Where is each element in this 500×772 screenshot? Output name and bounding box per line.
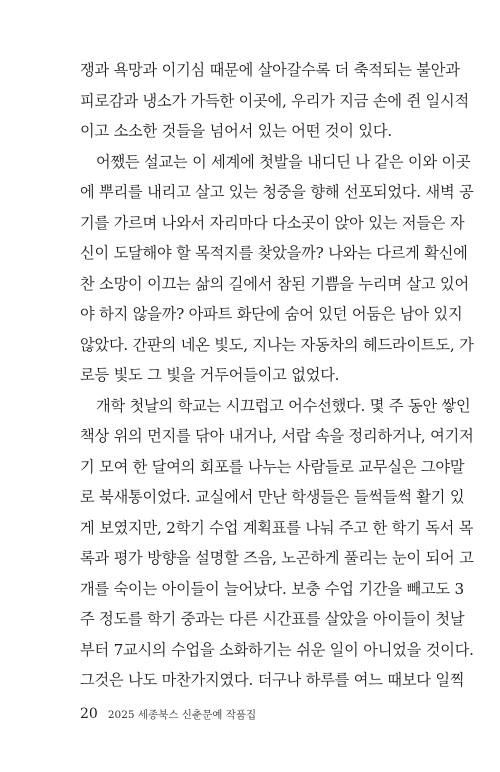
running-title: 2025 세종북스 신춘문예 작품집: [107, 709, 257, 721]
body-text: [80, 55, 474, 696]
text-line: 개학 첫날의 학교는 시끄럽고 어수선했다. 몇 주 동안 쌓인: [96, 396, 471, 415]
text-line: 기 모여 한 달여의 회포를 나누는 사람들로 교무실은 그야말: [80, 457, 465, 476]
text-line: 피로감과 냉소가 가득한 이곳에, 우리가 지금 손에 쥔 일시적: [80, 91, 469, 110]
text-line: 록과 평가 방향을 설명할 즈음, 노곤하게 풀리는 눈이 되어 고: [80, 549, 474, 567]
text-line: 개를 숙이는 아이들이 늘어났다. 보충 수업 기간을 빼고도 3: [80, 579, 464, 598]
text-line: 책상 위의 먼지를 닦아 내거나, 서랍 속을 정리하거나, 여기저: [80, 427, 474, 445]
text-line: 로등 빛도 그 빛을 거두어들이고 없었다.: [80, 366, 340, 384]
text-line: 에 뿌리를 내리고 살고 있는 청중을 향해 선포되었다. 새벽 공: [80, 183, 474, 201]
text-line: 주 정도를 학기 중과는 다른 시간표를 살았을 아이들이 첫날: [80, 610, 465, 628]
page-footer: [80, 706, 256, 726]
text-line: 않았다. 간판의 네온 빛도, 지나는 자동차의 헤드라이트도, 가: [80, 335, 474, 354]
text-line: 쟁과 욕망과 이기심 때문에 살아갈수록 더 축적되는 불안과: [80, 61, 460, 79]
text-line: 그것은 나도 마찬가지였다. 더구나 하루를 여느 때보다 일찍: [80, 671, 465, 689]
text-line: 신이 도달해야 할 목적지를 찾았을까? 나와는 다르게 확신에: [80, 244, 468, 262]
page-number: 20: [80, 706, 98, 722]
text-line: 게 보였지만, 2학기 수업 계획표를 나눠 주고 한 학기 독서 목: [80, 518, 474, 537]
text-line: 어쨌든 설교는 이 세계에 첫발을 내디딘 나 같은 이와 이곳: [96, 152, 471, 171]
text-line: 찬 소망이 이끄는 삶의 길에서 참된 기쁨을 누리며 살고 있어: [80, 274, 469, 293]
paragraph: [80, 391, 474, 696]
paragraph: [80, 147, 474, 391]
text-line: 야 하지 않을까? 아파트 화단에 숨어 있던 어둠은 남아 있지: [80, 305, 463, 323]
text-line: 부터 7교시의 수업을 소화하기는 쉬운 일이 아니었을 것이다.: [80, 640, 474, 659]
text-line: 로 북새통이었다. 교실에서 만난 학생들은 들썩들썩 활기 있: [80, 488, 465, 506]
paragraph: [80, 55, 469, 147]
text-line: 기를 가르며 나와서 자리마다 다소곳이 앉아 있는 저들은 자: [80, 213, 465, 232]
text-line: 이고 소소한 것들을 넘어서 있는 어떤 것이 있다.: [80, 122, 392, 140]
